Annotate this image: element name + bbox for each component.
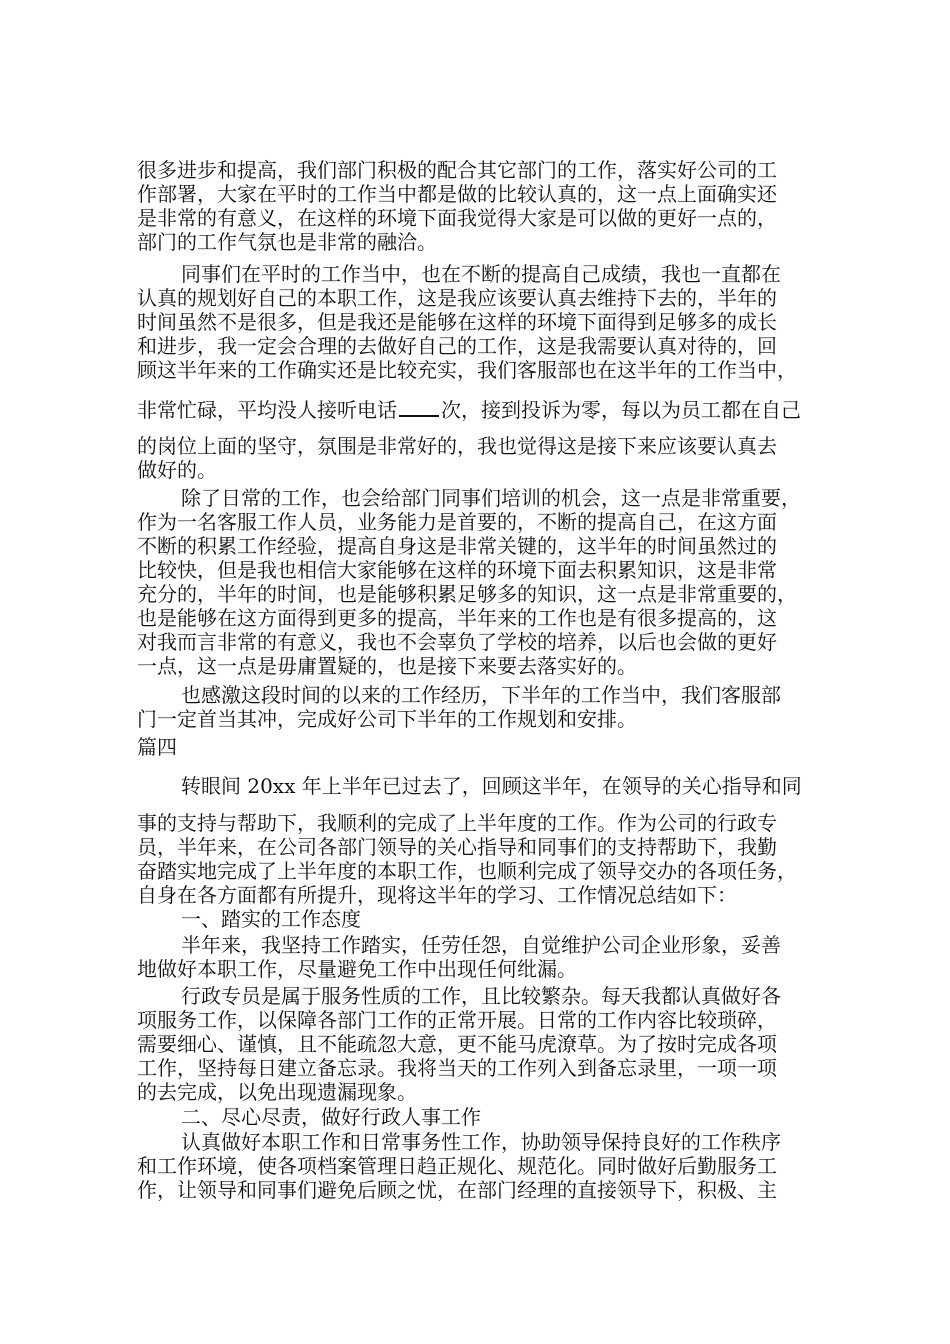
text-line: 也是能够在这方面得到更多的提高，半年来的工作也是有很多提高的，这 — [137, 606, 777, 630]
text-line: 工作，坚持每日建立备忘录。我将当天的工作列入到备忘录里，一项一项 — [137, 1056, 777, 1080]
text-line: 同事们在平时的工作当中，也在不断的提高自己成绩，我也一直都在 — [181, 262, 781, 286]
text-line: 是非常的有意义，在这样的环境下面我觉得大家是可以做的更好一点的， — [137, 206, 777, 230]
text-line: 时间虽然不是很多，但是我还是能够在这样的环境下面得到足够多的成长 — [137, 310, 777, 334]
text-line: 员，半年来，在公司各部门领导的关心指导和同事们的支持帮助下，我勤 — [137, 835, 777, 859]
text-line: 不断的积累工作经验，提高自身这是非常关键的，这半年的时间虽然过的 — [137, 534, 777, 558]
paragraph-6 — [137, 933, 849, 981]
fill-in-blank — [399, 397, 439, 417]
text-line: 顾这半年来的工作确实还是比较充实，我们客服部也在这半年的工作当中， — [137, 358, 797, 382]
text-line: 需要细心、谨慎，且不能疏忽大意，更不能马虎潦草。为了按时完成各项 — [137, 1032, 777, 1056]
paragraph-2-tail — [137, 434, 849, 482]
text-line: 门一定首当其冲，完成好公司下半年的工作规划和安排。 — [137, 707, 637, 731]
text-line: 比较快，但是我也相信大家能够在这样的环境下面去积累知识，这是非常 — [137, 558, 777, 582]
text-line: 半年来，我坚持工作踏实，任劳任怨，自觉维护公司企业形象，妥善 — [181, 933, 781, 957]
text-line: 项服务工作，以保障各部门工作的正常开展。日常的工作内容比较琐碎， — [137, 1008, 777, 1032]
text-line: 认真做好本职工作和日常事务性工作，协助领导保持良好的工作秩序 — [181, 1130, 781, 1154]
paragraph-2 — [137, 262, 849, 382]
text-line: 也感激这段时间的以来的工作经历，下半年的工作当中，我们客服部 — [181, 683, 781, 707]
text-segment: 次，接到投诉为零，每以为员工都在自己 — [441, 398, 801, 422]
subheading-1: 一、踏实的工作态度 — [181, 907, 361, 931]
text-line: 的去完成，以免出现遗漏现象。 — [137, 1080, 417, 1104]
text-line: 地做好本职工作，尽量避免工作中出现任何纰漏。 — [137, 957, 577, 981]
text-segment: 非常忙碌，平均没人接听电话 — [137, 398, 397, 422]
text-line: 一点，这一点是毋庸置疑的，也是接下来要去落实好的。 — [137, 654, 637, 678]
paragraph-2-line-with-blank — [137, 397, 801, 421]
text-line: 作部署，大家在平时的工作当中都是做的比较认真的，这一点上面确实还 — [137, 182, 777, 206]
paragraph-8 — [137, 1130, 849, 1202]
text-line: 和工作环境，使各项档案管理日趋正规化、规范化。同时做好后勤服务工 — [137, 1154, 777, 1178]
text-line: 的岗位上面的坚守，氛围是非常好的，我也觉得这是接下来应该要认真去 — [137, 434, 777, 458]
paragraph-7 — [137, 984, 849, 1104]
paragraph-5-first-line: 转眼间 20xx 年上半年已过去了，回顾这半年，在领导的关心指导和同 — [181, 774, 802, 798]
text-line: 作为一名客服工作人员，业务能力是首要的，不断的提高自己，在这方面 — [137, 510, 777, 534]
section-heading: 篇四 — [137, 735, 177, 759]
text-line: 部门的工作气氛也是非常的融洽。 — [137, 230, 437, 254]
text-line: 行政专员是属于服务性质的工作，且比较繁杂。每天我都认真做好各 — [181, 984, 781, 1008]
text-line: 除了日常的工作，也会给部门同事们培训的机会，这一点是非常重要， — [181, 486, 801, 510]
text-line: 做好的。 — [137, 458, 217, 482]
text-line: 自身在各方面都有所提升，现将这半年的学习、工作情况总结如下： — [137, 883, 737, 907]
text-line: 对我而言非常的有意义，我也不会辜负了学校的培养，以后也会做的更好 — [137, 630, 777, 654]
text-line: 事的支持与帮助下，我顺利的完成了上半年度的工作。作为公司的行政专 — [137, 811, 777, 835]
text-line: 和进步，我一定会合理的去做好自己的工作，这是我需要认真对待的，回 — [137, 334, 777, 358]
text-line: 认真的规划好自己的本职工作，这是我应该要认真去维持下去的，半年的 — [137, 286, 777, 310]
text-line: 作，让领导和同事们避免后顾之忧，在部门经理的直接领导下，积极、主 — [137, 1178, 777, 1202]
subheading-2: 二、尽心尽责，做好行政人事工作 — [181, 1105, 481, 1129]
paragraph-3 — [137, 486, 849, 678]
paragraph-5 — [137, 811, 849, 907]
paragraph-4 — [137, 683, 849, 731]
text-line: 很多进步和提高，我们部门积极的配合其它部门的工作，落实好公司的工 — [137, 158, 777, 182]
text-line: 充分的，半年的时间，也是能够积累足够多的知识，这一点是非常重要的， — [137, 582, 797, 606]
paragraph-1 — [137, 158, 849, 254]
text-line: 奋踏实地完成了上半年度的本职工作，也顺利完成了领导交办的各项任务， — [137, 859, 797, 883]
